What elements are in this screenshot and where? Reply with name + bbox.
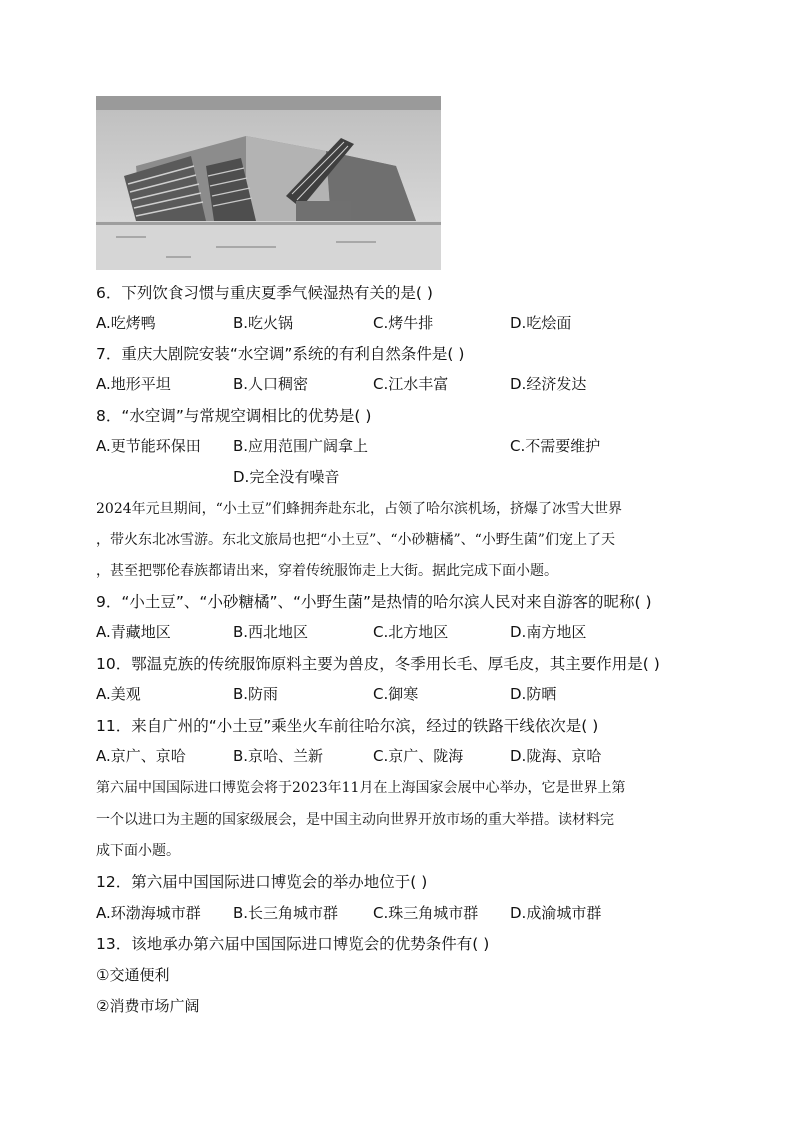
q10-option-a[interactable]: A.美观 [96,685,141,703]
q7-option-a[interactable]: A.地形平坦 [96,375,171,393]
q13-item-1: ①交通便利 [96,966,170,984]
q6-option-a[interactable]: A.吃烤鸭 [96,314,156,332]
q10-options [96,684,716,704]
q9-stem: 9．“小土豆”、“小砂糖橘”、“小野生菌”是热情的哈尔滨人民对来自游客的昵称( ) [96,593,652,611]
q8-options-row2 [96,467,716,487]
q12-stem: 12．第六届中国国际进口博览会的举办地位于( ) [96,873,428,891]
q6-options [96,313,716,333]
q10-stem: 10．鄂温克族的传统服饰原料主要为兽皮，冬季用长毛、厚毛皮，其主要作用是( ) [96,655,660,673]
q8-option-a[interactable]: A.更节能环保田 [96,437,201,455]
q11-option-b[interactable]: B.京哈、兰新 [233,747,324,765]
q11-option-c[interactable]: C.京广、陇海 [373,747,464,765]
q13-stem: 13．该地承办第六届中国国际进口博览会的优势条件有( ) [96,935,490,953]
q9-options [96,622,716,642]
q8-option-d[interactable]: D.完全没有噪音 [233,468,340,486]
q8-option-b[interactable]: B.应用范围广阔拿上 [233,437,369,455]
q8-stem: 8．“水空调”与常规空调相比的优势是( ) [96,407,372,425]
passage1-line3: ，甚至把鄂伦春族都请出来，穿着传统服饰走上大街。据此完成下面小题。 [96,563,558,579]
q11-option-a[interactable]: A.京广、京哈 [96,747,186,765]
q8-options [96,436,716,456]
q7-stem: 7．重庆大剧院安装“水空调”系统的有利自然条件是( ) [96,345,465,363]
q7-options [96,374,716,394]
q6-option-b[interactable]: B.吃火锅 [233,314,294,332]
q9-option-a[interactable]: A.青藏地区 [96,623,171,641]
theatre-photo [96,96,441,270]
q7-option-c[interactable]: C.江水丰富 [373,375,449,393]
q11-stem: 11．来自广州的“小土豆”乘坐火车前往哈尔滨，经过的铁路干线依次是( ) [96,717,599,735]
q12-option-a[interactable]: A.环渤海城市群 [96,904,201,922]
passage2-line1: 第六届中国国际进口博览会将于2023年11月在上海国家会展中心举办，它是世界上第 [96,780,626,796]
q11-option-d[interactable]: D.陇海、京哈 [510,747,602,765]
q13-item-2: ②消费市场广阔 [96,997,200,1015]
q7-option-b[interactable]: B.人口稠密 [233,375,309,393]
q10-option-d[interactable]: D.防晒 [510,685,557,703]
q12-options [96,903,716,923]
theatre-illustration [96,96,441,270]
q12-option-b[interactable]: B.长三角城市群 [233,904,339,922]
q12-option-d[interactable]: D.成渝城市群 [510,904,602,922]
q8-option-c[interactable]: C.不需要维护 [510,437,601,455]
q6-stem: 6．下列饮食习惯与重庆夏季气候湿热有关的是( ) [96,284,433,302]
q9-option-b[interactable]: B.西北地区 [233,623,309,641]
passage2-line2: 一个以进口为主题的国家级展会，是中国主动向世界开放市场的重大举措。读材料完 [96,812,614,828]
q9-option-d[interactable]: D.南方地区 [510,623,587,641]
q6-option-d[interactable]: D.吃烩面 [510,314,572,332]
passage1-line2: ，带火东北冰雪游。东北文旅局也把“小土豆”、“小砂糖橘”、“小野生菌”们宠上了天 [96,532,615,548]
q10-option-b[interactable]: B.防雨 [233,685,279,703]
q7-option-d[interactable]: D.经济发达 [510,375,587,393]
q11-options [96,746,716,766]
passage2-line3: 成下面小题。 [96,843,180,859]
q6-option-c[interactable]: C.烤牛排 [373,314,434,332]
q10-option-c[interactable]: C.御寒 [373,685,419,703]
q9-option-c[interactable]: C.北方地区 [373,623,449,641]
q12-option-c[interactable]: C.珠三角城市群 [373,904,479,922]
passage1-line1: 2024年元旦期间，“小土豆”们蜂拥奔赴东北，占领了哈尔滨机场，挤爆了冰雪大世界 [96,501,622,517]
